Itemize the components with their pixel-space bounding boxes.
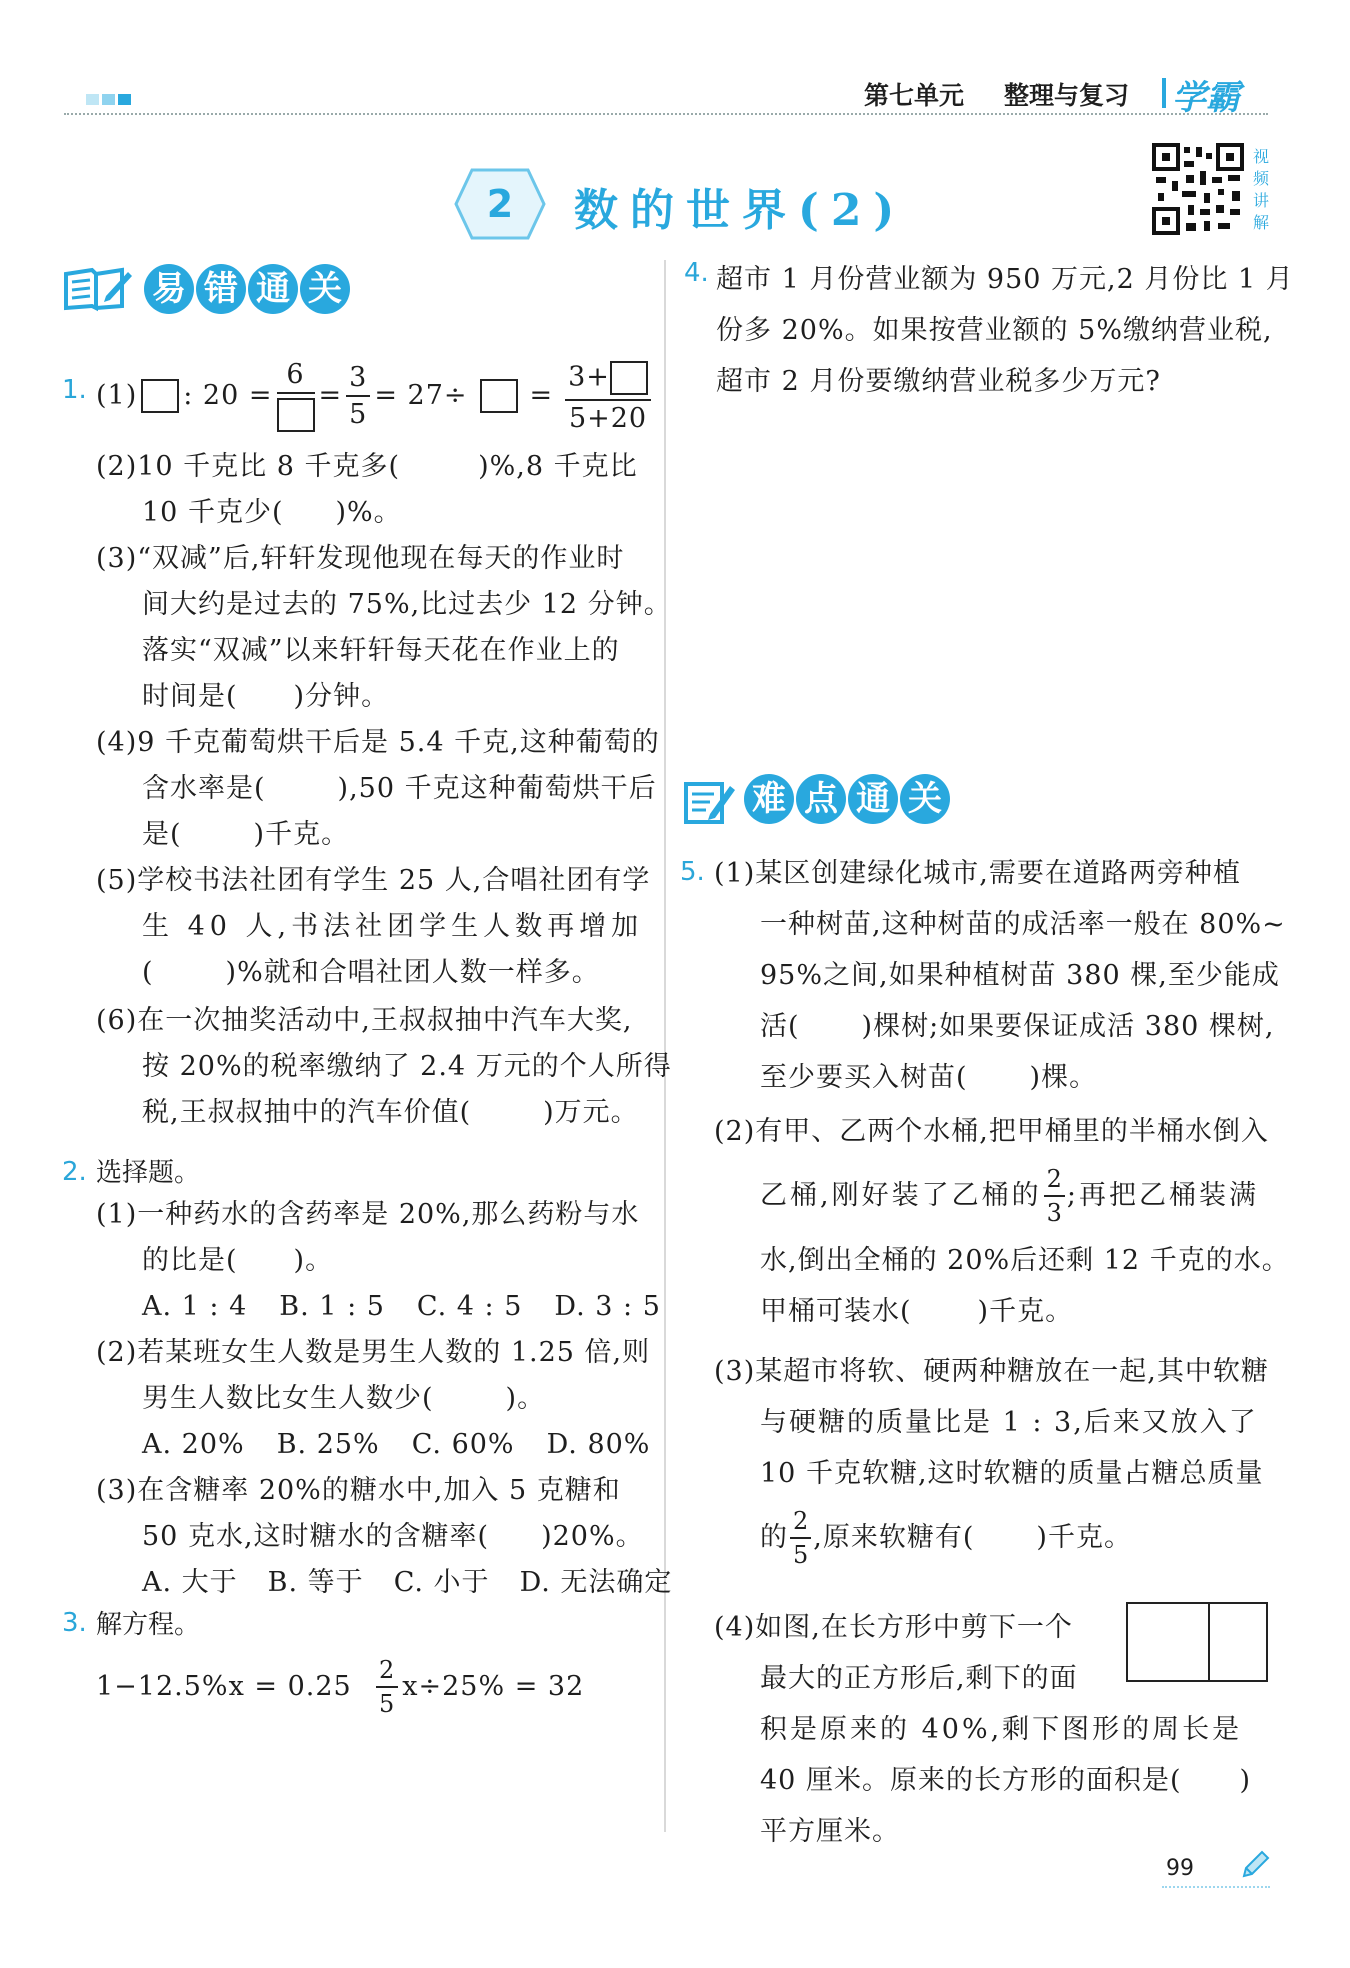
q4-number: 4.: [684, 258, 709, 288]
q1-part4: (4)9 千克葡萄烘干后是 5.4 千克,这种葡萄的 含水率是( ),50 千克这种葡萄烘干后 是( )千克。: [96, 727, 660, 850]
q2-part1: (1)一种药水的含药率是 20%,那么药粉与水 的比是( )。 A. 1 : 4 B. 1 : 5 C. 4 : 5 D. 3 : 5: [96, 1199, 661, 1322]
square-cut-line: [1208, 1604, 1210, 1680]
option-c[interactable]: C. 4 : 5: [416, 1291, 523, 1322]
page-number: 99: [1166, 1856, 1194, 1881]
equation-2: $\frac{2}{5}$ x÷25% = 32: [376, 1650, 584, 1724]
q1-part1: (1) : 20 = 6 = $\frac{3}{5}$ = 27÷ = $\frac{3+}{5+20}$: [96, 356, 651, 436]
pencil-icon: [1240, 1850, 1270, 1880]
q2-title: 选择题。: [96, 1158, 201, 1188]
qr-code-icon[interactable]: [1152, 143, 1244, 235]
q1-part5: (5)学校书法社团有学生 25 人,合唱社团有学 生 40 人,书法社团学生人数再增加 ( )%就和合唱社团人数一样多。: [96, 865, 651, 988]
footer-rule: [1162, 1886, 1270, 1888]
header-divider-mark: [1162, 78, 1166, 108]
option-b[interactable]: B. 25%: [276, 1429, 380, 1460]
section-difficult-points-label: 难 点 通 关: [744, 774, 952, 824]
answer-box[interactable]: [277, 398, 315, 432]
option-d[interactable]: D. 80%: [546, 1429, 651, 1460]
option-b[interactable]: B. 等于: [267, 1567, 364, 1598]
answer-box[interactable]: [141, 379, 179, 413]
option-b[interactable]: B. 1 : 5: [279, 1291, 385, 1322]
q2-number: 2.: [62, 1157, 87, 1187]
q5-part4: (4)如图,在长方形中剪下一个 最大的正方形后,剩下的面 积是原来的 40%,剩下图形的周长是 40 厘米。原来的长方形的面积是( ) 平方厘米。: [714, 1612, 1252, 1847]
book-pen-icon: [62, 266, 132, 312]
page-title: 数的世界(2): [574, 185, 907, 236]
title-number-badge: 2: [452, 166, 548, 242]
header-deco: [86, 90, 131, 109]
q1-number: 1.: [62, 375, 87, 405]
header-topic: 整理与复习: [1004, 81, 1130, 110]
option-a[interactable]: A. 20%: [142, 1429, 245, 1460]
q4-text: 超市 1 月份营业额为 950 万元,2 月份比 1 月 份多 20%。如果按营业额的 5%缴纳营业税, 超市 2 月份要缴纳营业税多少万元?: [716, 264, 1294, 397]
option-c[interactable]: C. 小于: [393, 1567, 490, 1598]
q1-part2: (2)10 千克比 8 千克多( )%,8 千克比 10 千克少( )%。: [96, 451, 638, 528]
q5-part1: (1)某区创建绿化城市,需要在道路两旁种植 一种树苗,这种树苗的成活率一般在 80%~ 95%之间,如果种植树苗 380 棵,至少能成 活( )棵树;如果要保证成活 380 棵树, 至少要买入树苗( )棵。: [714, 858, 1286, 1093]
option-a[interactable]: A. 大于: [142, 1567, 238, 1598]
q5-part3: (3)某超市将软、硬两种糖放在一起,其中软糖 与硬糖的质量比是 1 : 3,后来又放入了 10 千克软糖,这时软糖的质量占糖总质量 的 $\frac{2}{5}$ ,原来软糖有( )千克。: [714, 1356, 1269, 1569]
section-easy-mistakes-label: 易 错 通 关: [144, 264, 352, 314]
q3-title: 解方程。: [96, 1610, 201, 1640]
q3-number: 3.: [62, 1608, 87, 1638]
brand-logo: 学霸: [1172, 78, 1240, 118]
notepad-pen-icon: [682, 778, 736, 826]
header-rule: [64, 113, 1268, 115]
q5-part2: (2)有甲、乙两个水桶,把甲桶里的半桶水倒入 乙桶,刚好装了乙桶的 $\frac{2}{3}$ ;再把乙桶装满 水,倒出全桶的 20%后还剩 12 千克的水。 甲桶可装水( )千克。: [714, 1116, 1290, 1327]
q1-part6: (6)在一次抽奖活动中,王叔叔抽中汽车大奖, 按 20%的税率缴纳了 2.4 万元的个人所得 税,王叔叔抽中的汽车价值( )万元。: [96, 1005, 672, 1128]
option-a[interactable]: A. 1 : 4: [142, 1291, 248, 1322]
option-c[interactable]: C. 60%: [411, 1429, 515, 1460]
qr-label: 视 频 讲 解: [1252, 147, 1269, 232]
equation-1: 1−12.5%x = 0.25: [96, 1671, 352, 1702]
q5-number: 5.: [680, 857, 705, 887]
answer-box[interactable]: [480, 379, 518, 413]
option-d[interactable]: D. 无法确定: [519, 1567, 673, 1598]
q1-part3: (3)“双减”后,轩轩发现他现在每天的作业时 间大约是过去的 75%,比过去少 12 分钟。 落实“双减”以来轩轩每天花在作业上的 时间是( )分钟。: [96, 543, 672, 712]
header-unit: 第七单元: [864, 81, 965, 110]
option-d[interactable]: D. 3 : 5: [554, 1291, 661, 1322]
rectangle-figure: [1126, 1602, 1268, 1682]
answer-box[interactable]: [610, 361, 648, 395]
q2-part2: (2)若某班女生人数是男生人数的 1.25 倍,则 男生人数比女生人数少( )。 A. 20% B. 25% C. 60% D. 80%: [96, 1337, 651, 1460]
q2-part3: (3)在含糖率 20%的糖水中,加入 5 克糖和 50 克水,这时糖水的含糖率( )20%。 A. 大于 B. 等于 C. 小于 D. 无法确定: [96, 1475, 673, 1598]
